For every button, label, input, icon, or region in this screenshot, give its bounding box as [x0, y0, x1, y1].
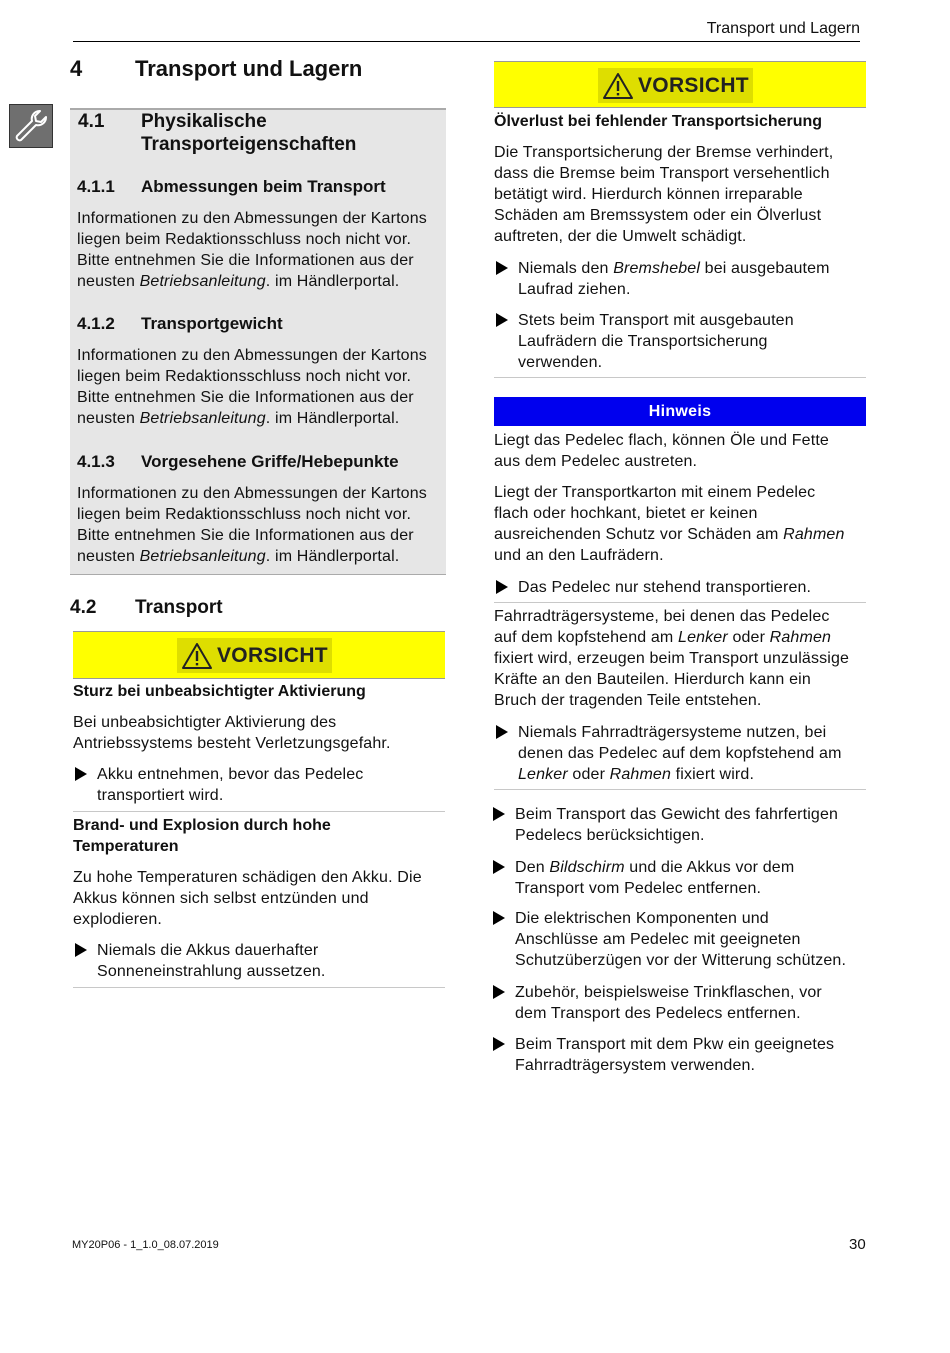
note-text: Liegt der Transportkarton mit einem Pedelec flach oder hochkant, bietet er keinen ausreichenden Schutz vor Schäden am Rahmen und an den Laufrädern. — [494, 484, 845, 564]
divider — [494, 789, 866, 790]
bullet-arrow-icon — [496, 580, 508, 594]
warning-heading: Sturz bei unbeabsichtigter Aktivierung — [73, 683, 366, 700]
bullet-arrow-icon — [493, 985, 505, 999]
warning-text: Zu hohe Temperaturen schädigen den Akku. Die Akkus können sich selbst entzünden und explodieren. — [73, 869, 422, 928]
caution-badge — [177, 638, 332, 673]
chapter-number: 4 — [70, 56, 83, 81]
note-text: Liegt das Pedelec flach, können Öle und Fette aus dem Pedelec austreten. — [494, 432, 829, 470]
bullet-arrow-icon — [493, 1037, 505, 1051]
subsection-4-1-2-text: Informationen zu den Abmessungen der Kartons liegen beim Redaktionsschluss noch nicht vor. Bitte entnehmen Sie die Informationen aus der neusten Betriebsanleitung. im Händlerportal. — [77, 347, 427, 427]
note-header: Hinweis — [494, 397, 866, 426]
subsection-4-1-3-text: Informationen zu den Abmessungen der Kartons liegen beim Redaktionsschluss noch nicht vor. Bitte entnehmen Sie die Informationen aus der neusten Betriebsanleitung. im Händlerportal. — [77, 485, 427, 565]
divider — [73, 811, 445, 812]
bullet-arrow-icon — [496, 261, 508, 275]
caution-box — [73, 631, 445, 679]
warning-text: Die Transportsicherung der Bremse verhindert, dass die Bremse beim Transport versehentlich betätigt wird. Hierdurch können irreparable Schäden am Bremssystem oder ein Ölverlust auftreten, der die Umwelt schädigt. — [494, 144, 834, 245]
wrench-icon — [9, 104, 53, 148]
subsection-4-1-2-title: Transportgewicht — [141, 314, 283, 333]
warning-heading: Ölverlust bei fehlender Transportsicherung — [494, 113, 823, 130]
list-item: Akku entnehmen, bevor das Pedelec transportiert wird. — [75, 764, 363, 806]
document-id: MY20P06 - 1_1.0_08.07.2019 — [72, 1239, 219, 1251]
divider — [494, 602, 866, 603]
bullet-arrow-icon — [493, 911, 505, 925]
chapter-title: Transport und Lagern — [135, 56, 363, 81]
list-item: Stets beim Transport mit ausgebauten Laufrädern die Transportsicherung verwenden. — [496, 310, 794, 373]
section-4-2-number: 4.2 — [70, 597, 97, 618]
list-item: Niemals die Akkus dauerhafter Sonneneinstrahlung aussetzen. — [75, 940, 326, 982]
warning-heading: Brand- und Explosion durch hohe Temperaturen — [73, 817, 331, 855]
header-rule — [73, 41, 860, 42]
list-item: Das Pedelec nur stehend transportieren. — [496, 577, 811, 598]
note-text: Fahrradträgersysteme, bei denen das Pedelec auf dem kopfstehend am Lenker oder Rahmen fixiert wird, erzeugen beim Transport unzulässige Kräfte an den Bauteilen. Hierdurch kann ein Bruch der tragenden Teile entstehen. — [494, 608, 850, 709]
list-item: Den Bildschirm und die Akkus vor dem Transport vom Pedelec entfernen. — [493, 857, 794, 899]
subsection-4-1-1-title: Abmessungen beim Transport — [141, 177, 386, 196]
bullet-arrow-icon — [75, 767, 87, 781]
section-4-2-title: Transport — [135, 597, 223, 618]
divider — [73, 987, 445, 988]
subsection-4-1-3-number: 4.1.3 — [77, 452, 115, 471]
list-item: Beim Transport mit dem Pkw ein geeignetes Fahrradträgersystem verwenden. — [493, 1034, 834, 1076]
subsection-4-1-1-text: Informationen zu den Abmessungen der Kartons liegen beim Redaktionsschluss noch nicht vor. Bitte entnehmen Sie die Informationen aus der neusten Betriebsanleitung. im Händlerportal. — [77, 210, 427, 290]
bullet-arrow-icon — [493, 807, 505, 821]
caution-label: VORSICHT — [638, 73, 749, 97]
subsection-4-1-3-title: Vorgesehene Griffe/Hebepunkte — [141, 452, 399, 471]
list-item: Zubehör, beispielsweise Trinkflaschen, vor dem Transport des Pedelecs entfernen. — [493, 982, 822, 1024]
subsection-4-1-2-number: 4.1.2 — [77, 314, 115, 333]
list-item: Niemals Fahrradträgersysteme nutzen, bei denen das Pedelec auf dem kopfstehend am Lenker oder Rahmen fixiert wird. — [496, 722, 842, 785]
caution-badge — [598, 68, 753, 103]
bullet-arrow-icon — [496, 313, 508, 327]
bullet-arrow-icon — [496, 725, 508, 739]
caution-label: VORSICHT — [217, 643, 328, 667]
caution-box — [494, 61, 866, 108]
divider — [494, 377, 866, 378]
list-item: Die elektrischen Komponenten und Anschlüsse am Pedelec mit geeigneten Schutzüberzügen vor der Witterung schützen. — [493, 908, 846, 971]
bullet-arrow-icon — [75, 943, 87, 957]
warning-icon — [181, 642, 213, 670]
list-item: Niemals den Bremshebel bei ausgebautem Laufrad ziehen. — [496, 258, 830, 300]
warning-icon — [602, 72, 634, 100]
section-4-1-number: 4.1 — [78, 111, 105, 132]
section-4-1-title: Physikalische Transporteigenschaften — [141, 111, 357, 155]
page-number: 30 — [849, 1236, 866, 1253]
warning-text: Bei unbeabsichtigter Aktivierung des Antriebssystems besteht Verletzungsgefahr. — [73, 714, 391, 752]
bullet-arrow-icon — [493, 860, 505, 874]
list-item: Beim Transport das Gewicht des fahrfertigen Pedelecs berücksichtigen. — [493, 804, 838, 846]
running-header: Transport und Lagern — [706, 20, 860, 37]
subsection-4-1-1-number: 4.1.1 — [77, 177, 115, 196]
